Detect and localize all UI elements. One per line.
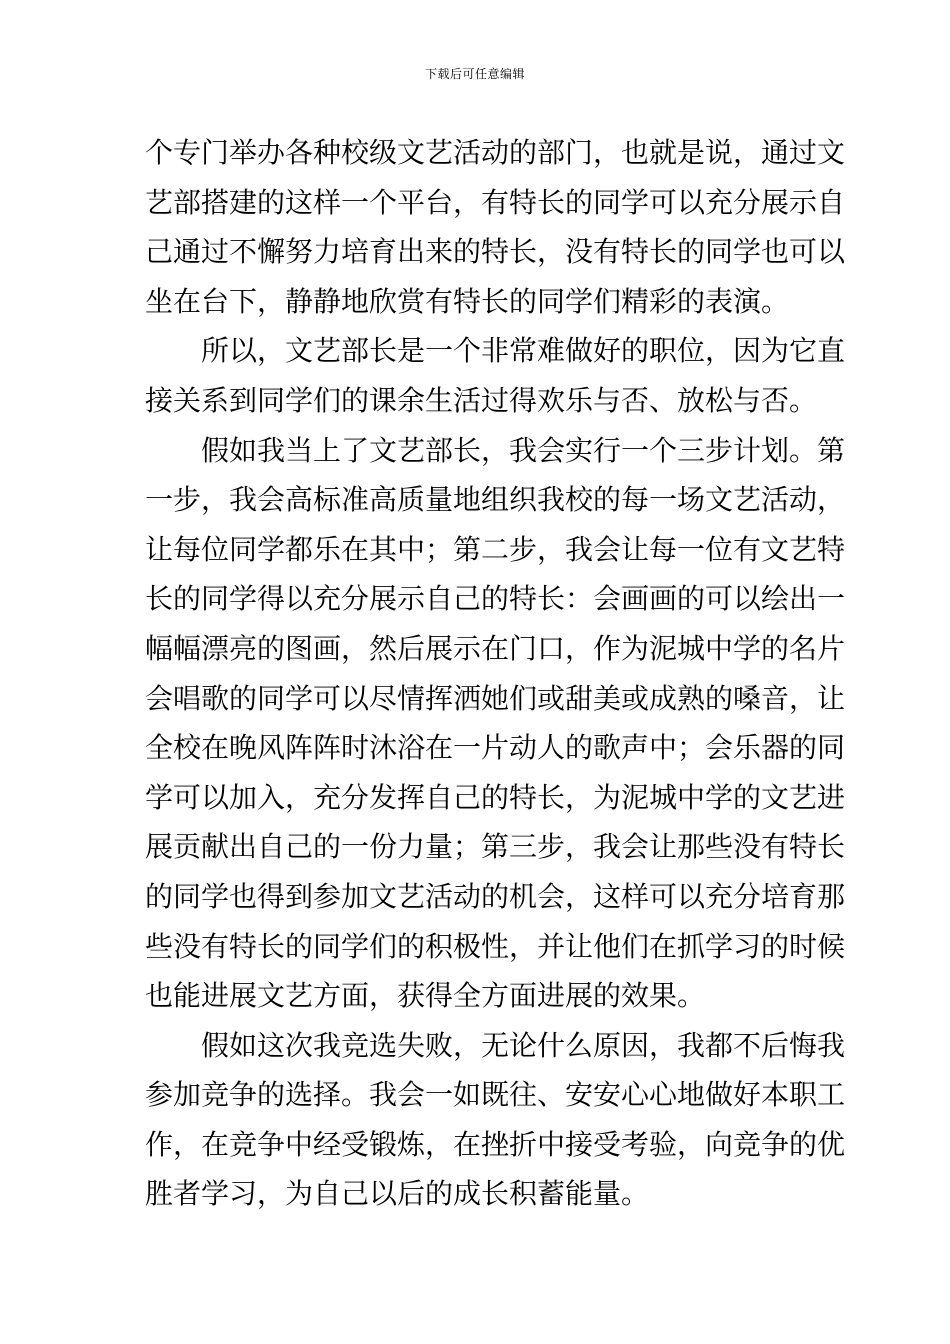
text-line: 会唱歌的同学可以尽情挥洒她们或甜美或成熟的嗓音，让 [145,681,846,715]
text-line: 个专门举办各种校级文艺活动的部门，也就是说，通过文 [145,136,846,169]
text-line: 艺部搭建的这样一个平台，有特长的同学可以充分展示自 [145,185,846,219]
text-line: 些没有特长的同学们的积极性，并让他们在抓学习的时候 [145,929,846,963]
text-line: 一步，我会高标准高质量地组织我校的每一场文艺活动， [145,483,846,517]
text-line: 全校在晚风阵阵时沐浴在一片动人的歌声中；会乐器的同 [145,731,846,765]
text-line: 接关系到同学们的课余生活过得欢乐与否、放松与否。 [145,383,818,417]
text-line: 的同学也得到参加文艺活动的机会，这样可以充分培育那 [145,879,846,913]
text-line: 假如我当上了文艺部长，我会实行一个三步计划。第 [201,433,846,467]
text-line: 坐在台下，静静地欣赏有特长的同学们精彩的表演。 [145,284,790,318]
text-line: 也能进展文艺方面，获得全方面进展的效果。 [145,979,706,1013]
text-line: 展贡献出自己的一份力量；第三步，我会让那些没有特长 [145,830,846,864]
text-line: 己通过不懈努力培育出来的特长，没有特长的同学也可以 [145,235,846,269]
text-line: 让每位同学都乐在其中；第二步，我会让每一位有文艺特 [145,532,846,566]
text-line: 长的同学得以充分展示自己的特长：会画画的可以绘出一 [145,582,846,616]
text-line: 所以，文艺部长是一个非常难做好的职位，因为它直 [201,334,846,368]
text-line: 假如这次我竞选失败，无论什么原因，我都不后悔我 [201,1028,846,1062]
page-header: 下载后可任意编辑 [424,67,525,81]
paragraph [145,326,846,425]
paragraph [145,426,846,1021]
text-line: 作，在竞争中经受锻炼，在挫折中接受考验，向竞争的优 [145,1127,846,1161]
paragraph [145,128,846,326]
text-line: 幅幅漂亮的图画，然后展示在门口，作为泥城中学的名片 [145,631,846,665]
text-line: 胜者学习，为自己以后的成长积蓄能量。 [145,1177,650,1211]
text-line: 参加竞争的选择。我会一如既往、安安心心地做好本职工 [145,1078,846,1112]
paragraph [145,1021,846,1219]
text-line: 学可以加入，充分发挥自己的特长，为泥城中学的文艺进 [145,780,846,814]
document-body [145,128,846,1219]
